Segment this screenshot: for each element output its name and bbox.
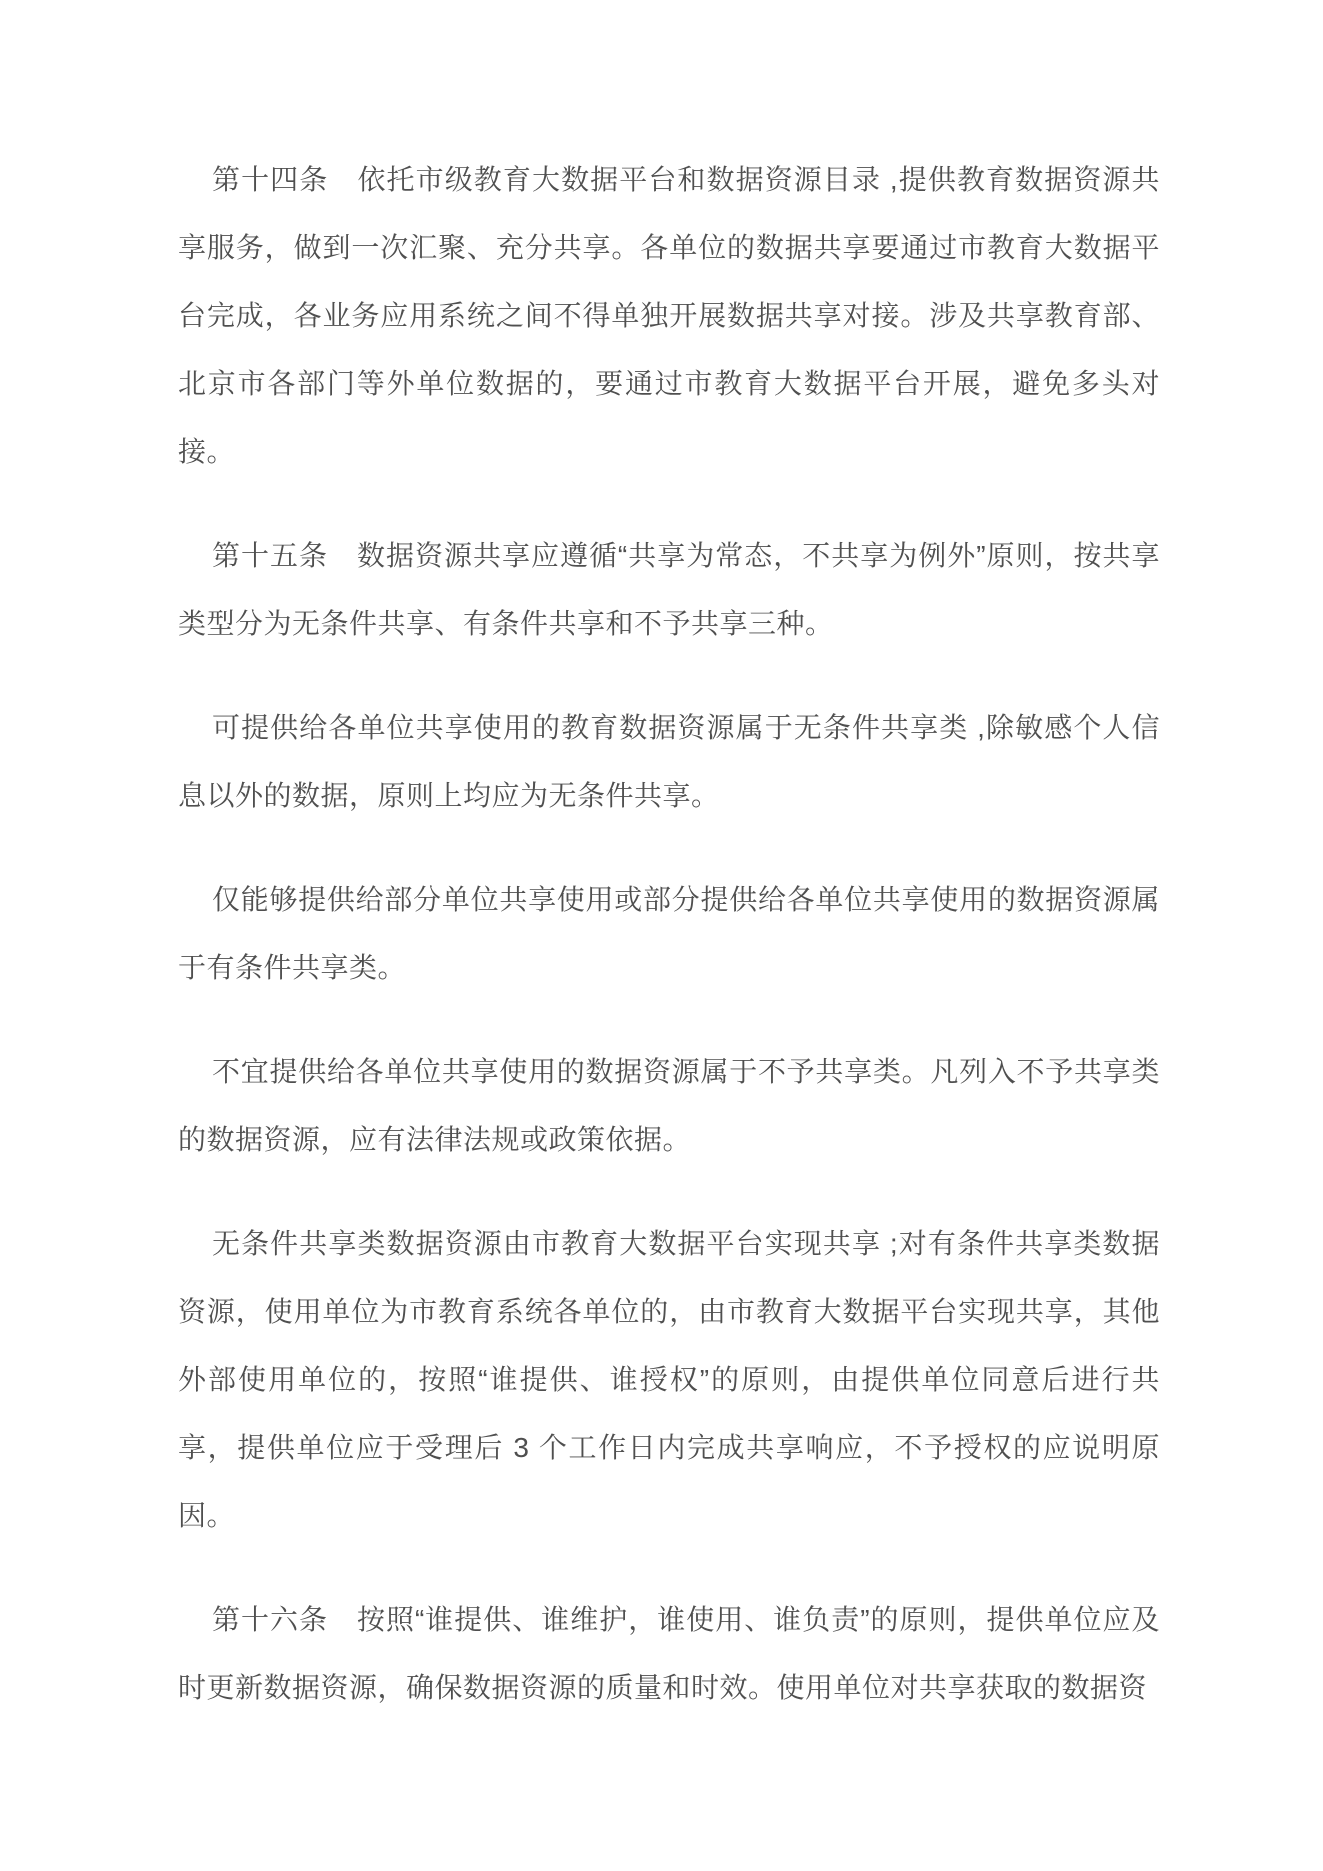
paragraph-article-16: 第十六条 按照“谁提供、谁维护，谁使用、谁负责”的原则，提供单位应及时更新数据资源，确保数据资源的质量和时效。使用单位对共享获取的数据资 <box>178 1604 1160 1703</box>
paragraph-sharing-implementation: 无条件共享类数据资源由市教育大数据平台实现共享 ;对有条件共享类数据资源，使用单位为市教育系统各单位的，由市教育大数据平台实现共享，其他外部使用单位的，按照“谁提供、谁授权”的原则，由提供单位同意后进行共享，提供单位应于受理后 3 个工作日内完成共享响应，不予授权的应说明原因。 <box>178 1228 1160 1531</box>
paragraph-article-15: 第十五条 数据资源共享应遵循“共享为常态，不共享为例外”原则，按共享类型分为无条件共享、有条件共享和不予共享三种。 <box>178 540 1160 639</box>
paragraph-unconditional-sharing: 可提供给各单位共享使用的教育数据资源属于无条件共享类 ,除敏感个人信息以外的数据，原则上均应为无条件共享。 <box>178 712 1160 811</box>
paragraph-article-14: 第十四条 依托市级教育大数据平台和数据资源目录 ,提供教育数据资源共享服务，做到一次汇聚、充分共享。各单位的数据共享要通过市教育大数据平台完成，各业务应用系统之间不得单独开展数据共享对接。涉及共享教育部、北京市各部门等外单位数据的，要通过市教育大数据平台开展，避免多头对接。 <box>178 164 1160 467</box>
paragraph-conditional-sharing: 仅能够提供给部分单位共享使用或部分提供给各单位共享使用的数据资源属于有条件共享类。 <box>178 884 1160 983</box>
document-page <box>178 146 1160 1758</box>
paragraph-no-sharing: 不宜提供给各单位共享使用的数据资源属于不予共享类。凡列入不予共享类的数据资源，应有法律法规或政策依据。 <box>178 1056 1160 1155</box>
